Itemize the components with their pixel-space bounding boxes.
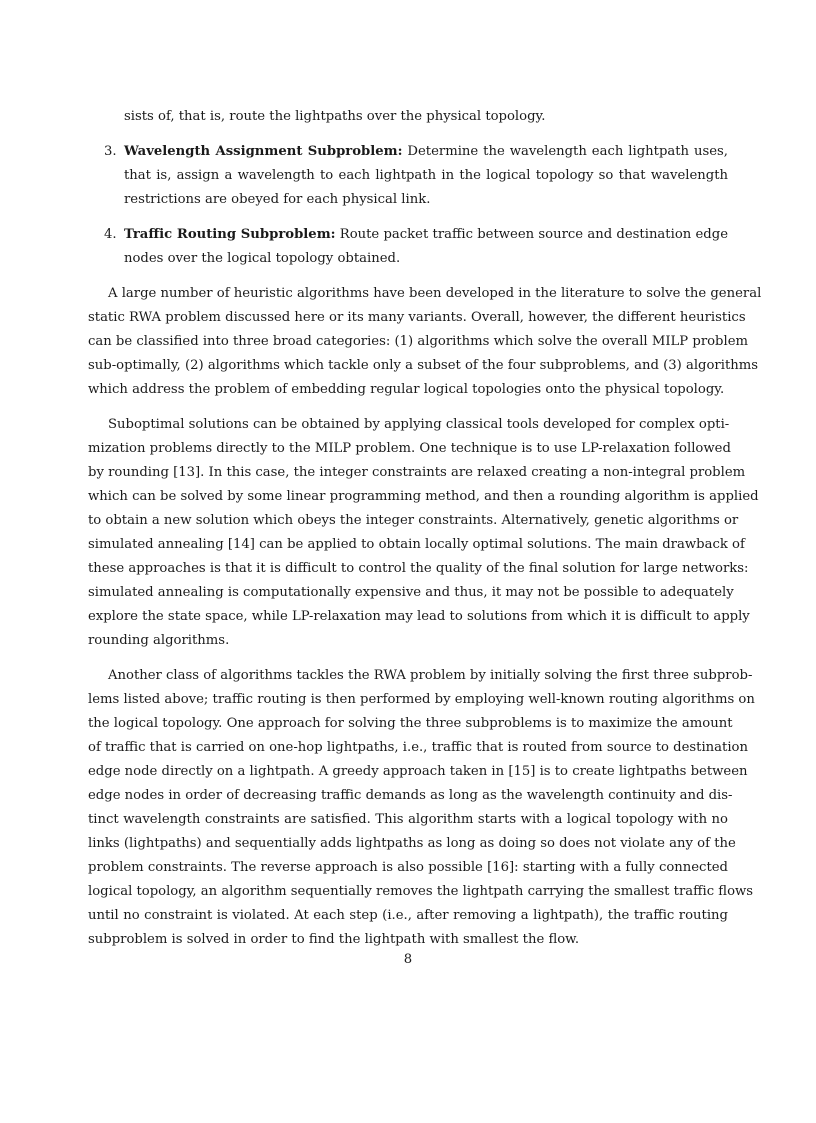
body-text	[88, 105, 762, 952]
paragraph-line: edge node directly on a lightpath. A greedy approach taken in [15] is to create lightpaths between	[88, 764, 748, 779]
list-item-text: restrictions are obeyed for each physical link.	[124, 192, 431, 207]
paragraph-line: which can be solved by some linear programming method, and then a rounding algorithm is applied	[88, 489, 759, 504]
paragraph-line: by rounding [13]. In this case, the integer constraints are relaxed creating a non-integral problem	[88, 465, 746, 480]
paragraph-line: problem constraints. The reverse approach is also possible [16]: starting with a fully connected	[88, 860, 728, 875]
paragraph-line: simulated annealing [14] can be applied to obtain locally optimal solutions. The main drawback of	[88, 537, 745, 552]
paragraph-heuristics	[88, 282, 762, 402]
list-item-text: nodes over the logical topology obtained.	[124, 251, 401, 266]
paragraph-line: sub-optimally, (2) algorithms which tackle only a subset of the four subproblems, and (3) algorithms	[88, 358, 759, 373]
paragraph-line: tinct wavelength constraints are satisfied. This algorithm starts with a logical topology with no	[88, 812, 728, 827]
paragraph-line: links (lightpaths) and sequentially adds lightpaths as long as doing so does not violate any of the	[88, 836, 736, 851]
paragraph-suboptimal	[88, 413, 759, 653]
paragraph-line: until no constraint is violated. At each step (i.e., after removing a lightpath), the traffic routing	[88, 908, 728, 923]
list-item-text: Determine the wavelength each lightpath uses,	[402, 144, 728, 159]
paragraph-line: subproblem is solved in order to find the lightpath with smallest the flow.	[88, 932, 580, 947]
paragraph-line: edge nodes in order of decreasing traffic demands as long as the wavelength continuity and dis-	[88, 788, 733, 803]
list-item-wavelength-assignment	[88, 140, 728, 212]
paragraph-line: simulated annealing is computationally expensive and thus, it may not be possible to adequately	[88, 585, 734, 600]
continuation-line: sists of, that is, route the lightpaths over the physical topology.	[124, 109, 546, 124]
list-item-text: Route packet traffic between source and destination edge	[335, 227, 728, 242]
list-item-text: that is, assign a wavelength to each lightpath in the logical topology so that wavelength	[124, 168, 728, 183]
list-item-title: Traffic Routing Subproblem:	[124, 227, 336, 242]
paragraph-line: logical topology, an algorithm sequentially removes the lightpath carrying the smallest traffic flows	[88, 884, 754, 899]
paragraph-line: Suboptimal solutions can be obtained by applying classical tools developed for complex opti-	[108, 417, 730, 432]
list-item-title: Wavelength Assignment Subproblem:	[124, 144, 403, 159]
paragraph-line: lems listed above; traffic routing is then performed by employing well-known routing algorithms on	[88, 692, 755, 707]
paragraph-line: Another class of algorithms tackles the RWA problem by initially solving the first three subprob-	[108, 668, 753, 683]
page-number: 8	[403, 952, 413, 967]
list-number: 3.	[104, 144, 117, 159]
paragraph-line: can be classified into three broad categories: (1) algorithms which solve the overall MILP problem	[88, 334, 749, 349]
paragraph-line: of traffic that is carried on one-hop lightpaths, i.e., traffic that is routed from source to destination	[88, 740, 748, 755]
paragraph-line: explore the state space, while LP-relaxation may lead to solutions from which it is difficult to apply	[88, 609, 750, 624]
paragraph-line: to obtain a new solution which obeys the integer constraints. Alternatively, genetic algorithms or	[88, 513, 739, 528]
paragraph-line: rounding algorithms.	[88, 633, 230, 648]
paragraph-line: static RWA problem discussed here or its many variants. Overall, however, the different heuristics	[88, 310, 746, 325]
paragraph-line: mization problems directly to the MILP problem. One technique is to use LP-relaxation followed	[88, 441, 731, 456]
paragraph-line: A large number of heuristic algorithms have been developed in the literature to solve the general	[108, 286, 762, 301]
list-item-traffic-routing	[88, 223, 728, 271]
paragraph-line: the logical topology. One approach for solving the three subproblems is to maximize the amount	[88, 716, 733, 731]
paragraph-line: these approaches is that it is difficult to control the quality of the final solution for large networks:	[88, 561, 749, 576]
paragraph-line: which address the problem of embedding regular logical topologies onto the physical topology.	[88, 382, 725, 397]
paragraph-another-class	[88, 664, 755, 952]
list-number: 4.	[104, 227, 117, 242]
